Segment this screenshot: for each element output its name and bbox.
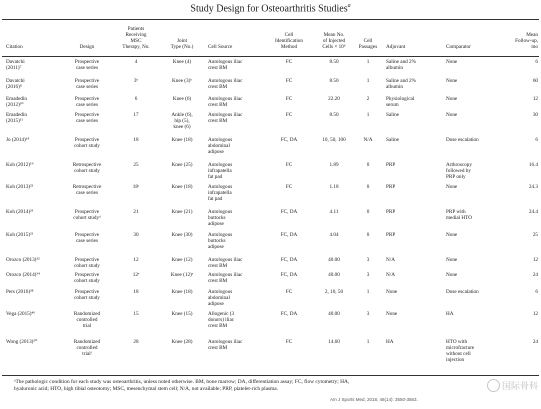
cell-source: Autologous iliac crest BM — [208, 257, 243, 269]
cell-id: FC — [285, 184, 293, 190]
cell-source: Autologous iliac crest BM — [208, 272, 243, 284]
cell-adjuvant: PRP — [386, 209, 396, 215]
watermark-text: 国际骨科 — [501, 381, 538, 392]
citation-line: Am J Sports Med, 2018, 46(14): 3550-3563. — [330, 397, 418, 402]
cell-followup: 6 — [535, 289, 538, 295]
cell-patients: 30 — [133, 232, 139, 238]
column-header-followup: Mean Follow-up, mo — [515, 32, 538, 50]
cell-comparator: Arthroscopy followed by PRP only — [446, 162, 472, 180]
cell-followup: 6 — [535, 137, 538, 143]
cell-patients: 18 — [133, 289, 139, 295]
cell-citation: Emadedin (2015)¹¹ — [6, 112, 28, 124]
cell-joint: Knee (30) — [171, 232, 193, 238]
cell-comparator: None — [446, 184, 458, 190]
cell-followup: 12 — [532, 257, 538, 263]
cell-comparator: None — [446, 272, 458, 278]
cell-followup: 6 — [535, 59, 538, 65]
table-title-footnote-mark: a — [347, 3, 351, 9]
cell-passages: 0 — [366, 209, 370, 215]
footnote-line-1: ᵃThe pathologic condition for each study was osteoarthritis, unless noted otherwise. BM, bone marrow; DA, differentiation assay; FC, flow cytometry; HA, — [14, 379, 350, 385]
cell-citation: Pers (2016)³⁸ — [6, 289, 34, 295]
cell-id: FC — [285, 289, 293, 295]
column-header-design: Design — [79, 44, 95, 50]
table-title — [0, 3, 541, 14]
cell-comparator: HTO with microfracture without cell injection — [446, 339, 475, 363]
column-header-source: Cell Source — [208, 44, 233, 50]
cell-citation: Koh (2013)²² — [6, 184, 34, 190]
cell-source: Autologous buttocks adipose — [208, 209, 233, 227]
cell-id: FC, DA — [280, 257, 298, 263]
cell-comparator: None — [446, 257, 458, 263]
cell-followup: 24.4 — [528, 209, 538, 215]
cell-followup: 12 — [532, 96, 538, 102]
cell-design: Prospective case series — [74, 78, 100, 90]
cell-comparator: PRP with medial HTO — [446, 209, 472, 221]
cell-citation: Vega (2015)⁴⁶ — [6, 311, 36, 317]
cell-comparator: Dose escalation — [446, 289, 479, 295]
cell-patients: 4 — [134, 59, 138, 65]
cell-design: Randomized controlled trialᶠ — [73, 339, 101, 357]
cell-joint: Knee (12)ᵉ — [170, 272, 194, 278]
cell-source: Autologous abdominal adipose — [208, 289, 233, 307]
cell-design: Retrospective case series — [72, 184, 102, 196]
cell-joint: Knee (4) — [172, 59, 192, 65]
cell-passages: 0 — [366, 232, 370, 238]
cell-source: Autologous infrapatella fat pad — [208, 184, 233, 202]
cell-citation: Emadedin (2012)¹⁰ — [6, 96, 28, 108]
cell-passages: 2 — [366, 96, 370, 102]
cell-adjuvant: Physiological serum — [386, 96, 415, 108]
cell-cells: 40.00 — [328, 311, 340, 317]
cell-cells: 22.20 — [328, 96, 340, 102]
cell-joint: Knee (21) — [171, 209, 193, 215]
cell-source: Allogenic (3 donors) iliac crest BM — [208, 311, 235, 329]
cell-adjuvant: PRP — [386, 184, 396, 190]
cell-source: Autologous iliac crest BM — [208, 339, 243, 351]
cell-followup: 24 — [532, 272, 538, 278]
cell-followup: 12 — [532, 311, 538, 317]
cell-cells: 4.04 — [329, 232, 339, 238]
cell-id: FC — [285, 59, 293, 65]
cell-cells: 14.60 — [328, 339, 340, 345]
cell-id: FC, DA — [280, 311, 298, 317]
cell-patients: 15 — [133, 311, 139, 317]
cell-id: FC, DA — [280, 232, 298, 238]
cell-cells: 10, 50, 100 — [322, 137, 346, 143]
cell-passages: 1 — [366, 59, 370, 65]
cell-patients: 28 — [133, 339, 139, 345]
cell-design: Prospective cohort study — [74, 272, 100, 284]
cell-design: Prospective case series — [74, 232, 100, 244]
cell-comparator: HA — [446, 311, 454, 317]
cell-comparator: None — [446, 96, 458, 102]
cell-cells: 40.00 — [328, 272, 340, 278]
cell-adjuvant: Saline and 2% albumin — [386, 78, 416, 90]
cell-patients: 6 — [134, 96, 138, 102]
cell-passages: 1 — [366, 289, 370, 295]
cell-joint: Knee (15) — [171, 311, 193, 317]
cell-design: Prospective case series — [74, 112, 100, 124]
column-header-passages: Cell Passages — [358, 38, 378, 50]
cell-citation: Orozco (2013)³³ — [6, 257, 40, 263]
column-header-joint: Joint Type (No.) — [170, 38, 194, 50]
column-header-cells: Mean No. of Injected Cells × 10⁶ — [322, 32, 346, 50]
cell-passages: 1 — [366, 112, 370, 118]
column-header-id: Cell Identification Method — [275, 32, 303, 50]
cell-source: Autologous iliac crest BM — [208, 59, 243, 71]
cell-passages: 1 — [366, 78, 370, 84]
cell-source: Autologous iliac crest BM — [208, 96, 243, 108]
top-rule — [2, 19, 539, 20]
cell-adjuvant: N/A — [386, 272, 395, 278]
cell-joint: Knee (18) — [171, 289, 193, 295]
cell-adjuvant: Saline and 2% albumin — [386, 59, 416, 71]
column-header-adjuvant: Adjuvant — [386, 44, 406, 50]
cell-passages: 0 — [366, 162, 370, 168]
cell-comparator: None — [446, 78, 458, 84]
cell-followup: 60 — [532, 78, 538, 84]
cell-adjuvant: PRP — [386, 232, 396, 238]
cell-id: FC — [285, 339, 293, 345]
watermark — [440, 376, 538, 394]
footnote-line-2: hyaluronic acid; HTO, high tibial osteotomy; MSC, mesenchymal stem cell; N/A, not available; PRP, platelet-rich plasma. — [14, 386, 278, 392]
cell-cells: 4.11 — [329, 209, 339, 215]
cell-adjuvant: PRP — [386, 162, 396, 168]
cell-passages: 3 — [366, 257, 370, 263]
cell-joint: Knee (18) — [171, 137, 193, 143]
cell-design: Prospective cohort study — [74, 137, 100, 149]
cell-followup: 25 — [532, 232, 538, 238]
column-header-citation: Citation — [6, 44, 23, 50]
cell-source: Autologous buttocks adipose — [208, 232, 233, 250]
cell-patients: 12ᵉ — [132, 272, 140, 278]
cell-source: Autologous abdominal adipose — [208, 137, 233, 155]
cell-joint: Knee (28) — [171, 339, 193, 345]
cell-id: FC, DA — [280, 272, 298, 278]
cell-design: Prospective cohort studyᵈ — [73, 209, 101, 221]
cell-id: FC — [285, 112, 293, 118]
cell-patients: 25 — [133, 162, 139, 168]
cell-adjuvant: N/A — [386, 257, 395, 263]
cell-adjuvant: HA — [386, 339, 394, 345]
cell-patients: 18 — [133, 137, 139, 143]
cell-design: Retrospective cohort study — [72, 162, 102, 174]
cell-patients: 17 — [133, 112, 139, 118]
cell-cells: 8.50 — [329, 112, 339, 118]
cell-patients: 18ᶜ — [132, 184, 140, 190]
cell-source: Autologous infrapatella fat pad — [208, 162, 233, 180]
cell-joint: Knee (25) — [171, 162, 193, 168]
cell-source: Autologous iliac crest BM — [208, 112, 243, 124]
cell-design: Prospective cohort study — [74, 257, 100, 269]
cell-patients: 21 — [133, 209, 139, 215]
table-title-text: Study Design for Osteoarthritis Studies — [190, 3, 348, 15]
header-rule — [2, 56, 539, 57]
cell-adjuvant: None — [386, 289, 398, 295]
cell-followup: 30 — [532, 112, 538, 118]
cell-passages: N/A — [363, 137, 373, 143]
cell-cells: 8.50 — [329, 59, 339, 65]
cell-comparator: None — [446, 232, 458, 238]
cell-joint: Ankle (6), hip (5), knee (6) — [171, 112, 193, 130]
cell-id: FC — [285, 96, 293, 102]
cell-design: Prospective case series — [74, 59, 100, 71]
cell-comparator: Dose escalation — [446, 137, 479, 143]
cell-cells: 1.18 — [329, 184, 339, 190]
cell-passages: 3 — [366, 311, 370, 317]
cell-comparator: None — [446, 59, 458, 65]
cell-cells: 40.00 — [328, 257, 340, 263]
cell-citation: Jo (2014)¹⁴ — [6, 137, 30, 143]
cell-id: FC, DA — [280, 137, 298, 143]
cell-id: FC — [285, 78, 293, 84]
cell-adjuvant: Saline — [386, 137, 399, 143]
cell-adjuvant: Saline — [386, 112, 399, 118]
cell-passages: 1 — [366, 339, 370, 345]
cell-adjuvant: None — [386, 311, 398, 317]
cell-joint: Knee (3)ᵇ — [172, 78, 192, 84]
cell-id: FC, DA — [280, 209, 298, 215]
watermark-logo-icon — [487, 379, 500, 392]
cell-joint: Knee (6) — [172, 96, 192, 102]
cell-joint: Knee (18) — [171, 184, 193, 190]
cell-comparator: None — [446, 112, 458, 118]
cell-design: Prospective cohort study — [74, 289, 100, 301]
cell-cells: 2, 10, 50 — [324, 289, 344, 295]
cell-citation: Koh (2012)¹⁹ — [6, 162, 34, 168]
cell-patients: 3ᵇ — [133, 78, 139, 84]
cell-design: Prospective case series — [74, 96, 100, 108]
cell-citation: Davatchi (2016)⁸ — [6, 78, 25, 90]
cell-id: FC — [285, 162, 293, 168]
cell-passages: 3 — [366, 272, 370, 278]
cell-joint: Knee (12) — [171, 257, 193, 263]
cell-citation: Orozco (2014)³⁴ — [6, 272, 40, 278]
cell-citation: Koh (2014)²³ — [6, 209, 34, 215]
cell-citation: Davatchi (2011)⁷ — [6, 59, 25, 71]
cell-design: Randomized controlled trial — [73, 311, 101, 329]
cell-cells: 8.50 — [329, 78, 339, 84]
cell-patients: 12 — [133, 257, 139, 263]
column-header-patients: Patients Receiving MSC Therapy, No. — [122, 26, 150, 50]
cell-cells: 1.89 — [329, 162, 339, 168]
cell-citation: Wong (2013)⁵⁰ — [6, 339, 38, 345]
cell-source: Autologous iliac crest BM — [208, 78, 243, 90]
cell-followup: 24.3 — [528, 184, 538, 190]
cell-citation: Koh (2015)²¹ — [6, 232, 34, 238]
cell-followup: 24 — [532, 339, 538, 345]
column-header-comparator: Comparator — [446, 44, 471, 50]
cell-followup: 16.4 — [528, 162, 538, 168]
cell-passages: 0 — [366, 184, 370, 190]
